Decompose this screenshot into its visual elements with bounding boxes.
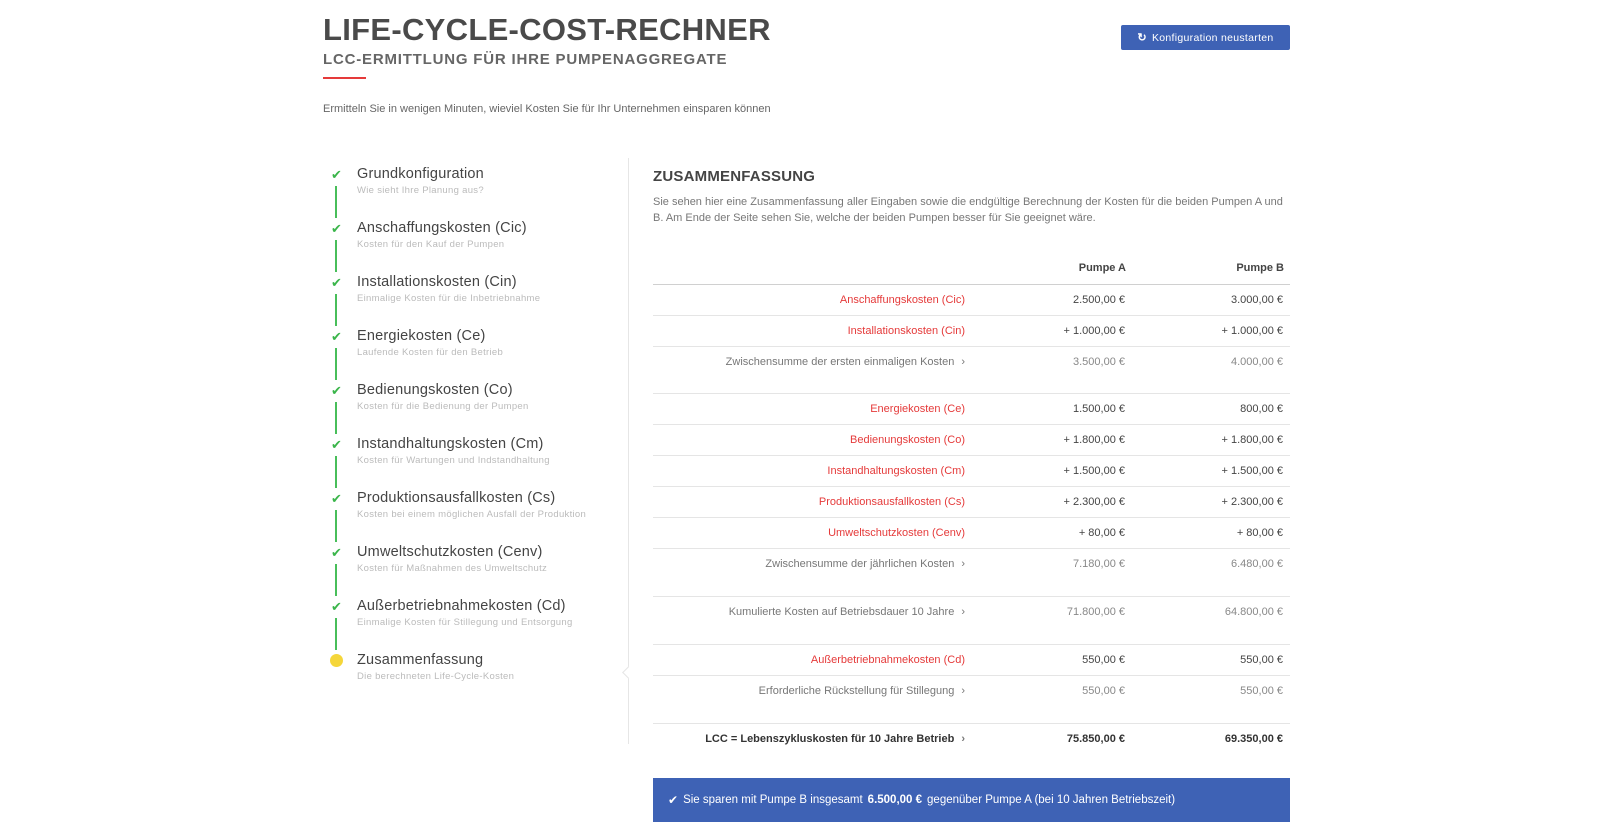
value-pumpe-a: 71.800,00 € [1066, 606, 1125, 618]
row-label: Bedienungskosten (Co) [850, 434, 965, 446]
total-row-lcc[interactable] [653, 723, 1290, 754]
vertical-divider [628, 158, 629, 744]
value-pumpe-a: + 2.300,00 € [1063, 496, 1125, 508]
step-title: Zusammenfassung [357, 652, 484, 668]
step-connector-line [335, 294, 337, 326]
step-title: Außerbetriebnahmekosten (Cd) [357, 598, 566, 614]
check-icon: ✔ [668, 793, 679, 807]
step-title: Instandhaltungskosten (Cm) [357, 436, 544, 452]
check-icon: ✔ [331, 328, 342, 344]
summary-intro-text: Sie sehen hier eine Zusammenfassung aller Eingaben sowie die endgültige Berechnung der Kosten für die beiden Pumpen A und B. Am Ende der Seite sehen Sie, welche der beiden Pumpen besser für Sie geeignet wäre. [653, 196, 1283, 224]
value-pumpe-b: 550,00 € [1240, 685, 1283, 697]
step-description: Die berechneten Life-Cycle-Kosten [357, 671, 515, 682]
step-anschaffungskosten[interactable] [323, 222, 623, 276]
step-title: Energiekosten (Ce) [357, 328, 486, 344]
step-connector-line [335, 510, 337, 542]
check-icon: ✔ [331, 166, 342, 182]
page-intro-text: Ermitteln Sie in wenigen Minuten, wieviel Kosten Sie für Ihr Unternehmen einsparen können [323, 103, 771, 115]
column-header-pumpe-a: Pumpe A [1078, 262, 1126, 274]
check-icon: ✔ [331, 382, 342, 398]
value-pumpe-b: 64.800,00 € [1224, 606, 1283, 618]
value-pumpe-b: + 1.000,00 € [1221, 325, 1283, 337]
step-energiekosten[interactable] [323, 330, 623, 384]
page-subtitle: LCC-ERMITTLUNG FÜR IHRE PUMPENAGGREGATE [323, 51, 728, 68]
chevron-right-icon: › [961, 606, 965, 618]
restart-configuration-button[interactable] [1121, 25, 1290, 50]
value-pumpe-a: 75.850,00 € [1066, 733, 1125, 745]
step-instandhaltungskosten[interactable] [323, 438, 623, 492]
value-pumpe-a: 3.500,00 € [1073, 356, 1125, 368]
value-pumpe-a: 7.180,00 € [1073, 558, 1125, 570]
value-pumpe-b: 69.350,00 € [1224, 733, 1283, 745]
row-label: Energiekosten (Ce) [870, 403, 965, 415]
subtotal-row-einmalig[interactable] [653, 346, 1290, 377]
savings-suffix: gegenüber Pumpe A (bei 10 Jahren Betriebszeit) [927, 794, 1176, 806]
savings-prefix: Sie sparen mit Pumpe B insgesamt [683, 794, 863, 806]
step-title: Umweltschutzkosten (Cenv) [357, 544, 543, 560]
table-row [653, 393, 1290, 424]
savings-amount: 6.500,00 € [867, 794, 923, 806]
step-title: Installationskosten (Cin) [357, 274, 517, 290]
summary-heading: ZUSAMMENFASSUNG [653, 168, 816, 185]
step-description: Kosten für den Kauf der Pumpen [357, 239, 505, 250]
value-pumpe-a: + 1.500,00 € [1063, 465, 1125, 477]
step-description: Wie sieht Ihre Planung aus? [357, 185, 484, 196]
step-description: Einmalige Kosten für Stillegung und Entsorgung [357, 617, 573, 628]
step-bedienungskosten[interactable] [323, 384, 623, 438]
row-label: Installationskosten (Cin) [847, 325, 965, 337]
table-row [653, 486, 1290, 517]
table-row [653, 424, 1290, 455]
value-pumpe-a: 550,00 € [1082, 685, 1125, 697]
value-pumpe-b: + 1.800,00 € [1221, 434, 1283, 446]
step-connector-line [335, 186, 337, 218]
step-connector-line [335, 348, 337, 380]
check-icon: ✔ [331, 544, 342, 560]
step-description: Kosten für Wartungen und Indstandhaltung [357, 455, 550, 466]
row-label: Produktionsausfallkosten (Cs) [818, 496, 965, 508]
step-connector-line [335, 618, 337, 650]
row-label: Zwischensumme der jährlichen Kosten › [765, 558, 965, 570]
subtotal-row-kumuliert[interactable] [653, 596, 1290, 627]
step-ausserbetriebnahmekosten[interactable] [323, 600, 623, 654]
table-row [653, 517, 1290, 548]
row-label: Kumulierte Kosten auf Betriebsdauer 10 Jahre › [728, 606, 965, 618]
step-produktionsausfallkosten[interactable] [323, 492, 623, 546]
step-title: Produktionsausfallkosten (Cs) [357, 490, 556, 506]
value-pumpe-b: 800,00 € [1240, 403, 1283, 415]
value-pumpe-a: 1.500,00 € [1073, 403, 1125, 415]
table-row [653, 455, 1290, 486]
step-zusammenfassung[interactable] [323, 654, 623, 708]
table-row [653, 644, 1290, 675]
step-connector-line [335, 456, 337, 488]
current-step-dot-icon [330, 654, 343, 667]
title-underline-divider [323, 77, 366, 79]
chevron-right-icon: › [961, 356, 965, 368]
restart-configuration-label: Konfiguration neustarten [1151, 31, 1274, 44]
value-pumpe-a: + 1.000,00 € [1063, 325, 1125, 337]
check-icon: ✔ [331, 220, 342, 236]
row-label: Instandhaltungskosten (Cm) [827, 465, 965, 477]
value-pumpe-a: + 1.800,00 € [1063, 434, 1125, 446]
column-header-pumpe-b: Pumpe B [1236, 262, 1284, 274]
step-installationskosten[interactable] [323, 276, 623, 330]
row-label: Erforderliche Rückstellung für Stillegung › [758, 685, 965, 697]
step-grundkonfiguration[interactable] [323, 168, 623, 222]
savings-result-banner [653, 778, 1290, 822]
value-pumpe-b: 4.000,00 € [1231, 356, 1283, 368]
step-connector-line [335, 564, 337, 596]
check-icon: ✔ [331, 490, 342, 506]
step-description: Einmalige Kosten für die Inbetriebnahme [357, 293, 541, 304]
row-label: LCC = Lebenszykluskosten für 10 Jahre Betrieb › [705, 733, 965, 745]
step-title: Anschaffungskosten (Cic) [357, 220, 527, 236]
subtotal-row-rueckstellung[interactable] [653, 675, 1290, 706]
value-pumpe-b: 550,00 € [1240, 654, 1283, 666]
row-label: Zwischensumme der ersten einmaligen Kosten › [725, 356, 965, 368]
chevron-right-icon: › [961, 558, 965, 570]
step-connector-line [335, 402, 337, 434]
current-step-pointer [622, 666, 635, 679]
step-title: Grundkonfiguration [357, 166, 484, 182]
value-pumpe-b: + 1.500,00 € [1221, 465, 1283, 477]
value-pumpe-b: + 2.300,00 € [1221, 496, 1283, 508]
value-pumpe-a: + 80,00 € [1078, 527, 1125, 539]
step-description: Kosten für die Bedienung der Pumpen [357, 401, 529, 412]
chevron-right-icon: › [961, 685, 965, 697]
step-umweltschutzkosten[interactable] [323, 546, 623, 600]
value-pumpe-a: 550,00 € [1082, 654, 1125, 666]
subtotal-row-jaehrlich[interactable] [653, 548, 1290, 579]
table-row [653, 284, 1290, 315]
step-connector-line [335, 240, 337, 272]
check-icon: ✔ [331, 436, 342, 452]
value-pumpe-b: + 80,00 € [1236, 527, 1283, 539]
value-pumpe-b: 3.000,00 € [1231, 294, 1283, 306]
step-description: Laufende Kosten für den Betrieb [357, 347, 504, 358]
step-title: Bedienungskosten (Co) [357, 382, 513, 398]
step-description: Kosten für Maßnahmen des Umweltschutz [357, 563, 548, 574]
chevron-right-icon: › [961, 733, 965, 745]
check-icon: ✔ [331, 274, 342, 290]
value-pumpe-b: 6.480,00 € [1231, 558, 1283, 570]
row-label: Außerbetriebnahmekosten (Cd) [810, 654, 965, 666]
table-row [653, 315, 1290, 346]
value-pumpe-a: 2.500,00 € [1073, 294, 1125, 306]
check-icon: ✔ [331, 598, 342, 614]
refresh-icon: ↻ [1137, 32, 1147, 44]
step-description: Kosten bei einem möglichen Ausfall der Produktion [357, 509, 587, 520]
page-title: LIFE-CYCLE-COST-RECHNER [323, 12, 771, 47]
row-label: Umweltschutzkosten (Cenv) [828, 527, 965, 539]
row-label: Anschaffungskosten (Cic) [839, 294, 965, 306]
